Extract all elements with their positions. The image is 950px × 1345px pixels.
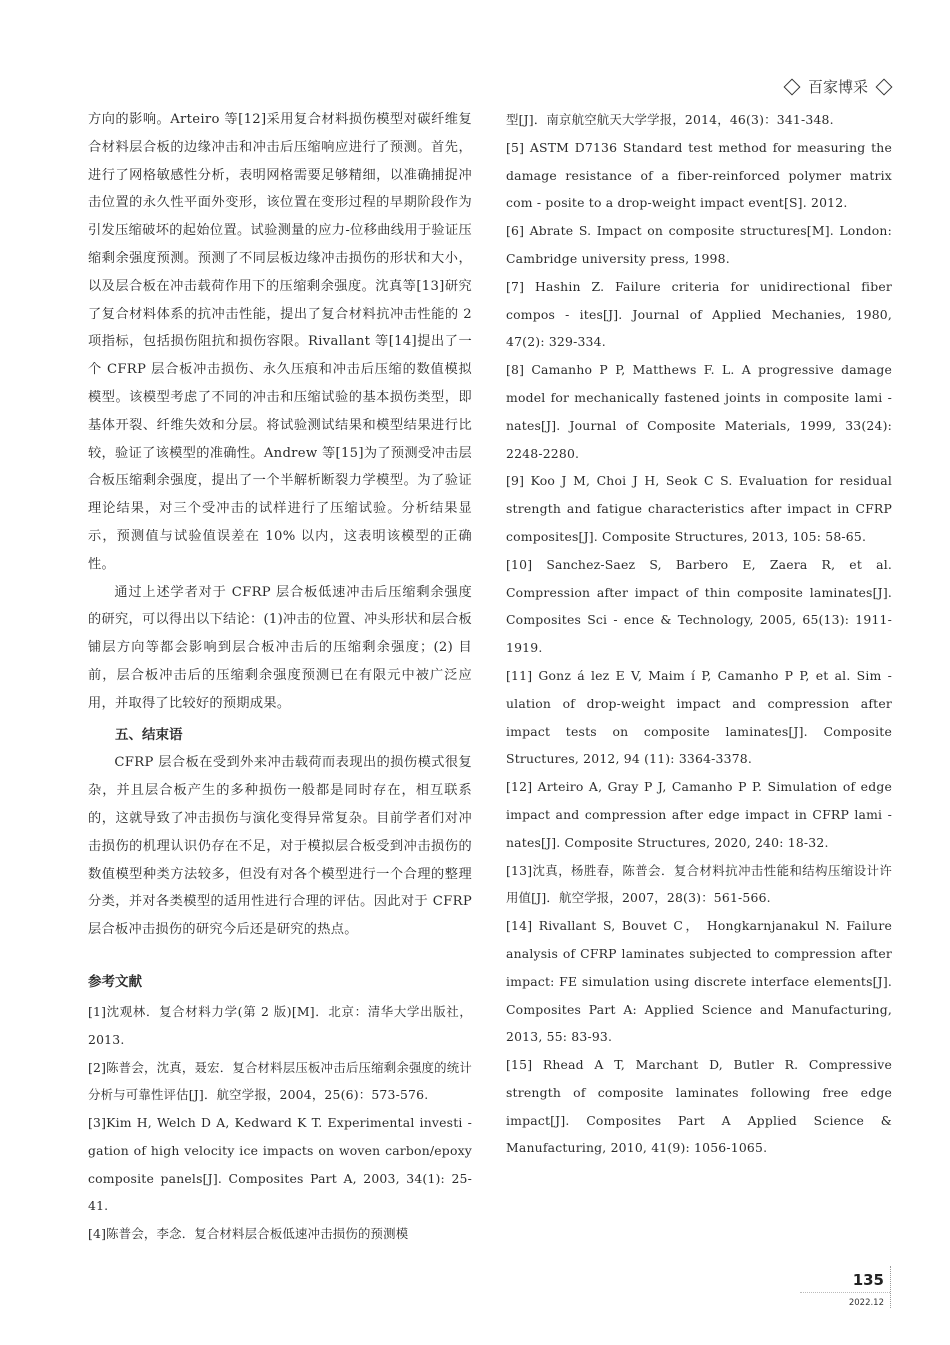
reference-item: [5] ASTM D7136 Standard test method for measuring the damage resistance of a fiber-reinforced polymer matrix com - posite to a drop-weight impact event[S]. 2012. — [506, 139, 892, 211]
reference-item: [2]陈普会，沈真，聂宏．复合材料层压板冲击后压缩剩余强度的统计分析与可靠性评估[J]．航空学报，2004，25(6)：573-576. — [88, 1059, 472, 1103]
reference-item: [6] Abrate S. Impact on composite structures[M]. London: Cambridge university press, 1998. — [506, 223, 892, 266]
left-column — [88, 106, 472, 1248]
section-title: 五、结束语 — [115, 726, 183, 743]
reference-item: [1]沈观林．复合材料力学(第 2 版)[M]．北京：清华大学出版社，2013. — [88, 1003, 472, 1047]
reference-item: [11] Gonz á lez E V, Maim í P, Camanho P P, et al. Sim - ulation of drop-weight impact and compression after impact tests on composite laminates[J]. Composite Structures, 2012, 94 (11): 3364-3378. — [506, 667, 892, 767]
right-column — [506, 106, 892, 1162]
reference-item: [10] Sanchez-Saez S, Barbero E, Zaera R, et al. Compression after impact of thin composite laminates[J]. Composites Sci - ence & Technology, 2005, 65(13): 1911-1919. — [506, 556, 892, 656]
reference-item: [9] Koo J M, Choi J H, Seok C S. Evaluation for residual strength and fatigue characteristics after impact in CFRP composites[J]. Composite Structures, 2013, 105: 58-65. — [506, 473, 892, 544]
references-title: 参考文献 — [88, 973, 142, 990]
paragraph-1: 方向的影响。Arteiro 等[12]采用复合材料损伤模型对碳纤维复合材料层合板的边缘冲击和冲击后压缩响应进行了预测。首先，进行了网格敏感性分析，表明网格需要足够精细，以准确捕捉冲击位置的永久性平面外变形，该位置在变形过程的早期阶段作为引发压缩破坏的起始位置。试验测量的应力-位移曲线用于验证压缩剩余强度预测。预测了不同层板边缘冲击损伤的形状和大小，以及层合板在冲击载荷作用下的压缩剩余强度。沈真等[13]研究了复合材料体系的抗冲击性能，提出了复合材料抗冲击性能的 2 项指标，包括损伤阻抗和损伤容限。Rivallant 等[14]提出了一个 CFRP 层合板冲击损伤、永久压痕和冲击后压缩的数值模拟模型。该模型考虑了不同的冲击和压缩试验的基本损伤类型，即基体开裂、纤维失效和分层。将试验测试结果和模型结果进行比较，验证了该模型的准确性。Andrew 等[15]为了预测受冲击层合板压缩剩余强度，提出了一个半解析断裂力学模型。为了验证理论结果，对三个受冲击的试样进行了压缩试验。分析结果显示，预测值与试验值误差在 10% 以内，这表明该模型的正确性。 — [88, 112, 472, 572]
page-number: 135 — [852, 1271, 884, 1289]
diamond-left-icon — [783, 78, 800, 95]
footer-rule — [890, 1266, 892, 1308]
reference-item: [13]沈真，杨胜春，陈普会．复合材料抗冲击性能和结构压缩设计许用值[J]．航空学报，2007，28(3)：561-566. — [506, 862, 892, 906]
reference-item: [8] Camanho P P, Matthews F. L. A progressive damage model for mechanically fastened joints in composite lami - nates[J]. Journal of Composite Materials, 1999, 33(24): 2248-2280. — [506, 362, 892, 461]
reference-item: [14] Rivallant S, Bouvet C， Hongkarnjanakul N. Failure analysis of CFRP laminates subjected to compression after impact: FE simulation using discrete interface elements[J]. Composites Part A: Applied Science and Manufacturing, 2013, 55: 83-93. — [506, 918, 892, 1045]
footer-divider — [800, 1292, 890, 1293]
reference-item: [4]陈普会，李念．复合材料层合板低速冲击损伤的预测模 — [88, 1226, 409, 1242]
diamond-right-icon — [876, 78, 893, 95]
section-header — [782, 76, 894, 97]
reference-item: [7] Hashin Z. Failure criteria for unidirectional fiber compos - ites[J]. Journal of Applied Mechanies, 1980, 47(2): 329-334. — [506, 278, 892, 350]
paragraph-2: 通过上述学者对于 CFRP 层合板低速冲击后压缩剩余强度的研究，可以得出以下结论：(1)冲击的位置、冲头形状和层合板铺层方向等都会影响到层合板冲击后的压缩剩余强度；(2) 目前，层合板冲击后的压缩剩余强度预测已在有限元中被广泛应用，并取得了比较好的预期成果。 — [88, 584, 472, 711]
reference-item: [15] Rhead A T, Marchant D, Butler R. Compressive strength of composite laminates following free edge impact[J]. Composites Part A Applied Science & Manufacturing, 2010, 41(9): 1056-1065. — [506, 1057, 892, 1156]
issue-date: 2022.12 — [848, 1298, 884, 1308]
reference-item: [3]Kim H, Welch D A, Kedward K T. Experimental investi - gation of high velocity ice impacts on woven carbon/epoxy composite panels[J]. Composites Part A, 2003, 34(1): 25-41. — [88, 1115, 472, 1214]
paragraph-3: CFRP 层合板在受到外来冲击载荷而表现出的损伤模式很复杂，并且层合板产生的多种损伤一般都是同时存在，相互联系的，这就导致了冲击损伤与演化变得异常复杂。目前学者们对冲击损伤的机理认识仍存在不足，对于模拟层合板受到冲击损伤的数值模型种类方法较多，但没有对各个模型进行一个合理的整理分类，并对各类模型的适用性进行合理的评估。因此对于 CFRP 层合板冲击损伤的研究今后还是研究的热点。 — [88, 755, 472, 938]
reference-item: [12] Arteiro A, Gray P J, Camanho P P. Simulation of edge impact and compression after edge impact in CFRP lami - nates[J]. Composite Structures, 2020, 240: 18-32. — [506, 779, 892, 850]
reference-item: 型[J]．南京航空航天大学学报，2014，46(3)：341-348. — [506, 112, 834, 127]
section-label: 百家博采 — [807, 78, 868, 96]
